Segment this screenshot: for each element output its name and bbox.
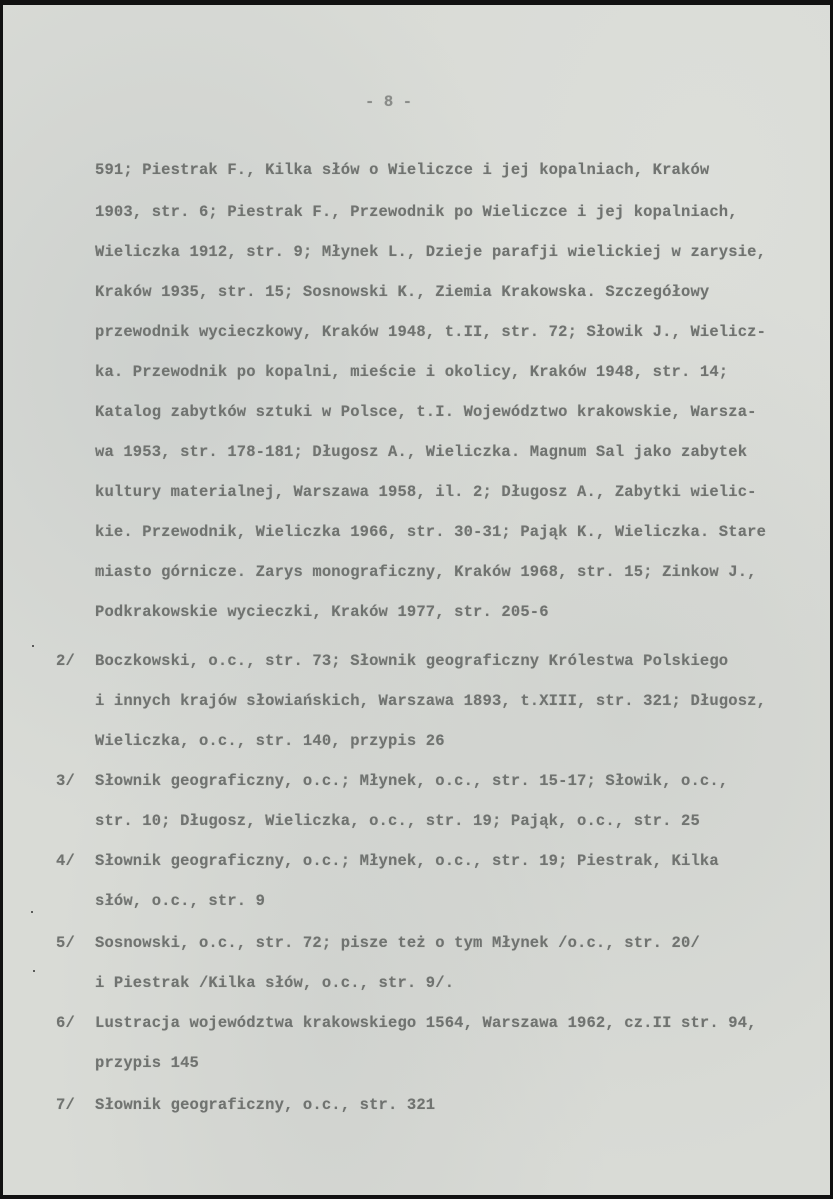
footnote-number: 6/ [56, 1014, 75, 1032]
footnote-3-line: Słownik geograficzny, o.c.; Młynek, o.c., str. 15-17; Słowik, o.c., [95, 772, 729, 790]
footnote-6-line: przypis 145 [95, 1054, 199, 1072]
typewritten-page [3, 5, 830, 1195]
footnote-1-line: przewodnik wycieczkowy, Kraków 1948, t.II, str. 72; Słowik J., Wielicz- [95, 323, 767, 341]
footnote-5-line: i Piestrak /Kilka słów, o.c., str. 9/. [95, 974, 455, 992]
footnote-number: 2/ [56, 652, 75, 670]
footnote-number: 4/ [56, 852, 75, 870]
footnote-1-line: Kraków 1935, str. 15; Sosnowski K., Ziemia Krakowska. Szczegółowy [95, 283, 710, 301]
footnote-1-line: kultury materialnej, Warszawa 1958, il. 2; Długosz A., Zabytki wielic- [95, 483, 757, 501]
footnote-number: 3/ [56, 772, 75, 790]
footnote-2-line: i innych krajów słowiańskich, Warszawa 1893, t.XIII, str. 321; Długosz, [95, 692, 767, 710]
footnote-1-line: kie. Przewodnik, Wieliczka 1966, str. 30-31; Pająk K., Wieliczka. Stare [95, 523, 767, 541]
footnote-1-line: ka. Przewodnik po kopalni, mieście i okolicy, Kraków 1948, str. 14; [95, 363, 729, 381]
footnote-1-line: Podkrakowskie wycieczki, Kraków 1977, str. 205-6 [95, 603, 549, 621]
paper-speck [31, 911, 33, 913]
footnote-4-line: słów, o.c., str. 9 [95, 892, 266, 910]
footnote-1-line: miasto górnicze. Zarys monograficzny, Kraków 1968, str. 15; Zinkow J., [95, 563, 757, 581]
paper-speck [33, 970, 35, 972]
footnote-2-line: Boczkowski, o.c., str. 73; Słownik geograficzny Królestwa Polskiego [95, 652, 729, 670]
footnote-5-line: Sosnowski, o.c., str. 72; pisze też o tym Młynek /o.c., str. 20/ [95, 934, 700, 952]
footnote-1-line: Katalog zabytków sztuki w Polsce, t.I. Województwo krakowskie, Warsza- [95, 403, 757, 421]
footnote-7-line: Słownik geograficzny, o.c., str. 321 [95, 1096, 436, 1114]
footnote-4-line: Słownik geograficzny, o.c.; Młynek, o.c., str. 19; Piestrak, Kilka [95, 852, 719, 870]
footnote-number: 5/ [56, 934, 75, 952]
footnote-1-line: Wieliczka 1912, str. 9; Młynek L., Dzieje parafji wielickiej w zarysie, [95, 243, 767, 261]
footnote-1-line: 1903, str. 6; Piestrak F., Przewodnik po Wieliczce i jej kopalniach, [95, 203, 738, 221]
footnote-1-line: wa 1953, str. 178-181; Długosz A., Wieliczka. Magnum Sal jako zabytek [95, 443, 748, 461]
footnote-3-line: str. 10; Długosz, Wieliczka, o.c., str. 19; Pająk, o.c., str. 25 [95, 812, 700, 830]
footnote-number: 7/ [56, 1096, 75, 1114]
paper-speck [32, 645, 34, 647]
footnote-1-line: 591; Piestrak F., Kilka słów o Wieliczce i jej kopalniach, Kraków [95, 161, 710, 179]
page-number: - 8 - [365, 93, 413, 111]
footnote-2-line: Wieliczka, o.c., str. 140, przypis 26 [95, 732, 445, 750]
footnote-6-line: Lustracja województwa krakowskiego 1564, Warszawa 1962, cz.II str. 94, [95, 1014, 757, 1032]
